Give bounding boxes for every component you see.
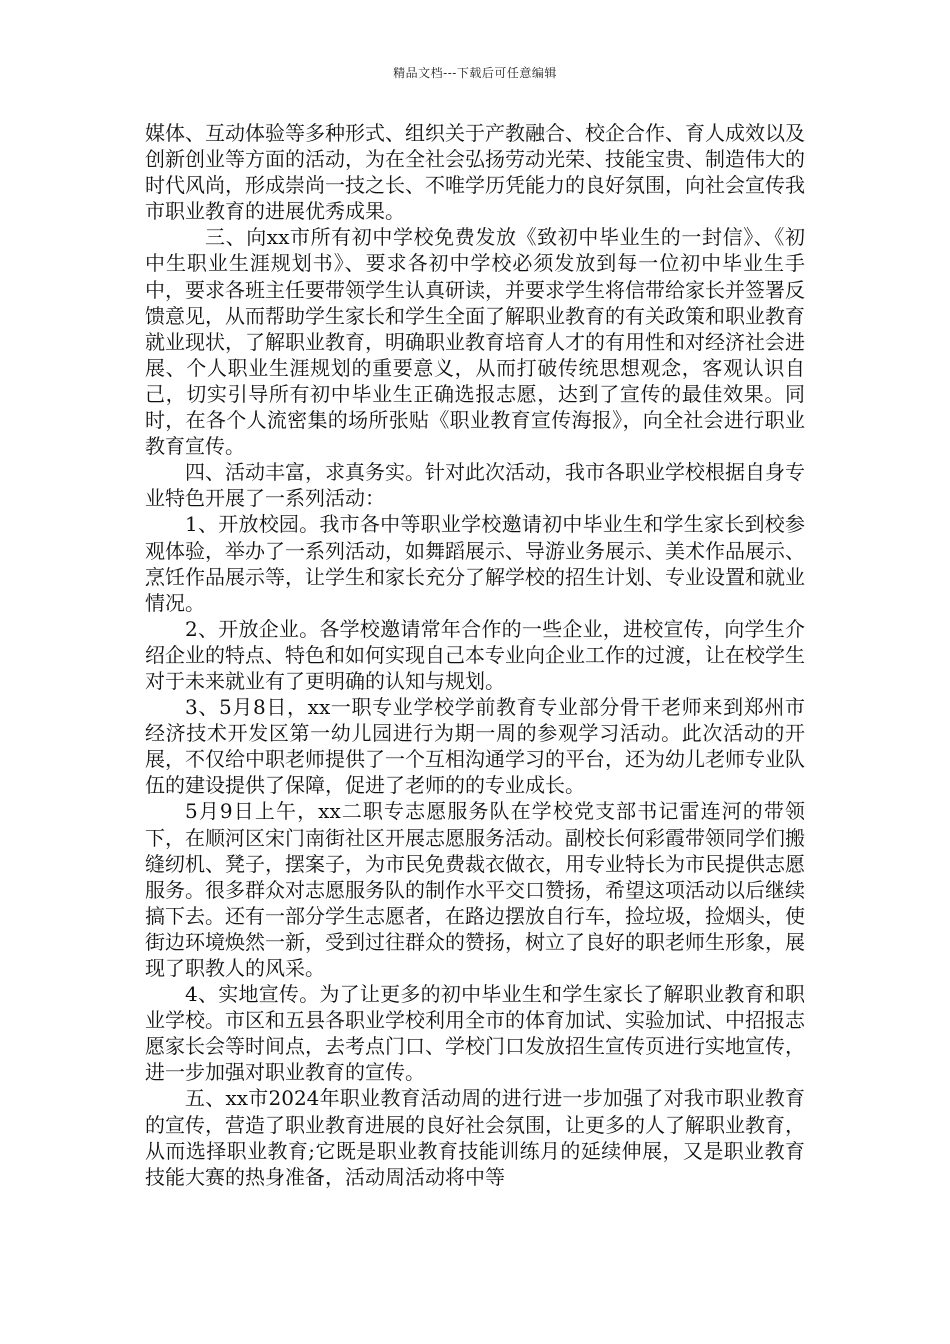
paragraph-8: 4、实地宣传。为了让更多的初中毕业生和学生家长了解职业教育和职业学校。市区和五县各职业学校利用全市的体育加试、实验加试、中招报志愿家长会等时间点，去考点门口、学校门口发放招生宣传页进行实地宣传，进一步加强对职业教育的宣传。 xyxy=(145,982,805,1085)
paragraph-1: 媒体、互动体验等多种形式、组织关于产教融合、校企合作、育人成效以及创新创业等方面的活动，为在全社会弘扬劳动光荣、技能宝贵、制造伟大的时代风尚，形成崇尚一技之长、不唯学历凭能力的良好氛围，向社会宣传我市职业教育的进展优秀成果。 xyxy=(145,121,805,224)
paragraph-5: 2、开放企业。各学校邀请常年合作的一些企业，进校宣传，向学生介绍企业的特点、特色和如何实现自己本专业向企业工作的过渡，让在校学生对于未来就业有了更明确的认知与规划。 xyxy=(145,616,805,693)
paragraph-3: 四、活动丰富，求真务实。针对此次活动，我市各职业学校根据自身专业特色开展了一系列活动： xyxy=(145,460,805,511)
page-header: 精品文档---下载后可任意编辑 xyxy=(393,66,557,80)
paragraph-6: 3、5月8日，xx一职专业学校学前教育专业部分骨干老师来到郑州市经济技术开发区第一幼儿园进行为期一周的参观学习活动。此次活动的开展，不仅给中职老师提供了一个互相沟通学习的平台，还为幼儿老师专业队伍的建设提供了保障，促进了老师的的专业成长。 xyxy=(145,695,805,798)
paragraph-7: 5月9日上午，xx二职专志愿服务队在学校党支部书记雷连河的带领下，在顺河区宋门南街社区开展志愿服务活动。副校长何彩霞带领同学们搬缝纫机、凳子，摆案子，为市民免费裁衣做衣，用专业特长为市民提供志愿服务。很多群众对志愿服务队的制作水平交口赞扬，希望这项活动以后继续搞下去。还有一部分学生志愿者，在路边摆放自行车，捡垃圾，捡烟头，使街边环境焕然一新，受到过往群众的赞扬，树立了良好的职老师生形象，展现了职教人的风采。 xyxy=(145,799,805,980)
paragraph-2: 三、向xx市所有初中学校免费发放《致初中毕业生的一封信》、《初中生职业生涯规划书》、要求各初中学校必须发放到每一位初中毕业生手中，要求各班主任要带领学生认真研读，并要求学生将信带给家长并签署反馈意见，从而帮助学生家长和学生全面了解职业教育的有关政策和职业教育就业现状，了解职业教育，明确职业教育培育人才的有用性和对经济社会进展、个人职业生涯规划的重要意义，从而打破传统思想观念，客观认识自己，切实引导所有初中毕业生正确选报志愿，达到了宣传的最佳效果。同时，在各个人流密集的场所张贴《职业教育宣传海报》，向全社会进行职业教育宣传。 xyxy=(145,225,805,459)
paragraph-4: 1、开放校园。我市各中等职业学校邀请初中毕业生和学生家长到校参观体验，举办了一系列活动，如舞蹈展示、导游业务展示、美术作品展示、烹饪作品展示等，让学生和家长充分了解学校的招生计划、专业设置和就业情况。 xyxy=(145,512,805,615)
document-body xyxy=(145,120,805,1190)
paragraph-9: 五、xx市2024年职业教育活动周的进行进一步加强了对我市职业教育的宣传，营造了职业教育进展的良好社会氛围，让更多的人了解职业教育，从而选择职业教育;它既是职业教育技能训练月的延续伸展，又是职业教育技能大赛的热身准备，活动周活动将中等 xyxy=(145,1086,805,1189)
